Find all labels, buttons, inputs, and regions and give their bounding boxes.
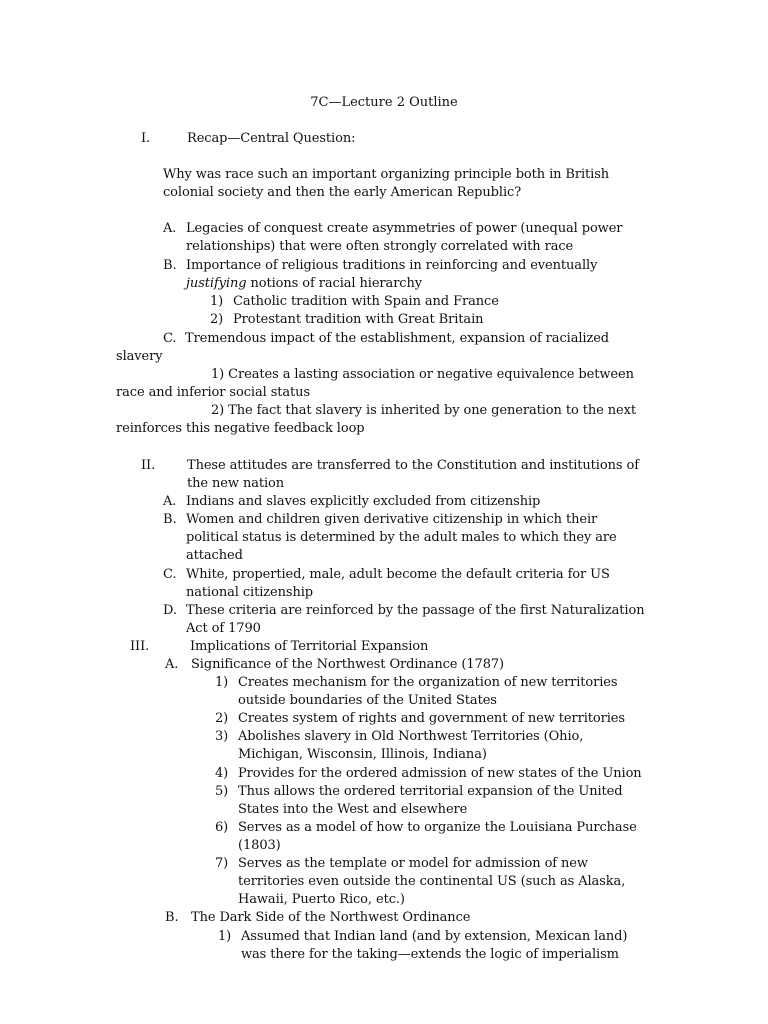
item-letter: A. — [165, 657, 179, 672]
outline-line — [186, 275, 422, 293]
section-number: II. — [141, 458, 156, 473]
outline-line: Serves as the template or model for admission of new — [238, 856, 588, 871]
section-number: III. — [130, 639, 150, 654]
outline-line: States into the West and elsewhere — [238, 802, 468, 817]
item-letter: C. — [163, 567, 177, 582]
outline-line: The Dark Side of the Northwest Ordinance — [191, 910, 471, 925]
outline-line: Tremendous impact of the establishment, expansion of racialized — [185, 331, 610, 346]
item-number: 4) — [215, 766, 229, 781]
item-number: 6) — [215, 820, 229, 835]
outline-line: outside boundaries of the United States — [238, 693, 497, 708]
item-number: 2) — [210, 312, 224, 327]
item-number: 3) — [215, 729, 229, 744]
item-letter: B. — [163, 258, 177, 273]
outline-line: Significance of the Northwest Ordinance (1787) — [191, 657, 505, 672]
outline-line: Provides for the ordered admission of new states of the Union — [238, 766, 642, 781]
item-number: 2) — [215, 711, 229, 726]
outline-line: (1803) — [238, 838, 281, 853]
item-number: 1) — [210, 294, 224, 309]
question-line: colonial society and then the early American Republic? — [163, 185, 522, 200]
outline-line: was there for the taking—extends the logic of imperialism — [241, 947, 619, 962]
item-number: 1) — [215, 675, 229, 690]
section-heading: Implications of Territorial Expansion — [190, 639, 429, 654]
outline-line: Catholic tradition with Spain and France — [233, 294, 499, 309]
outline-line: reinforces this negative feedback loop — [116, 421, 365, 436]
document-title: 7C—Lecture 2 Outline — [310, 95, 458, 110]
outline-line: Act of 1790 — [186, 621, 261, 636]
outline-line: Hawaii, Puerto Rico, etc.) — [238, 892, 405, 907]
outline-line: Legacies of conquest create asymmetries of power (unequal power — [186, 221, 623, 236]
item-letter: C. — [163, 331, 177, 346]
outline-line: race and inferior social status — [116, 385, 311, 400]
section-heading: the new nation — [187, 476, 285, 491]
section-heading: These attitudes are transferred to the Constitution and institutions of — [187, 458, 639, 473]
outline-line: Creates system of rights and government of new territories — [238, 711, 625, 726]
outline-line: Thus allows the ordered territorial expansion of the United — [238, 784, 623, 799]
item-letter: B. — [163, 512, 177, 527]
outline-line: Assumed that Indian land (and by extension, Mexican land) — [241, 929, 628, 944]
section-heading: Recap—Central Question: — [187, 131, 356, 146]
outline-line: Creates mechanism for the organization of new territories — [238, 675, 618, 690]
item-letter: D. — [163, 603, 177, 618]
outline-line: White, propertied, male, adult become the default criteria for US — [186, 567, 610, 582]
outline-line: slavery — [116, 349, 163, 364]
item-number: 1) — [218, 929, 232, 944]
outline-line: political status is determined by the adult males to which they are — [186, 530, 617, 545]
outline-line: Indians and slaves explicitly excluded from citizenship — [186, 494, 541, 509]
outline-line: attached — [186, 548, 243, 563]
outline-line: Women and children given derivative citizenship in which their — [186, 512, 598, 527]
outline-line: Importance of religious traditions in reinforcing and eventually — [186, 258, 598, 273]
item-number: 5) — [215, 784, 229, 799]
item-letter: A. — [163, 494, 177, 509]
outline-line: national citizenship — [186, 585, 314, 600]
outline-line: 2) The fact that slavery is inherited by one generation to the next — [211, 403, 636, 418]
outline-line: relationships) that were often strongly correlated with race — [186, 239, 574, 254]
outline-text: notions of racial hierarchy — [246, 276, 423, 291]
item-letter: B. — [165, 910, 179, 925]
outline-line: 1) Creates a lasting association or negative equivalence between — [211, 367, 634, 382]
outline-line: territories even outside the continental US (such as Alaska, — [238, 874, 626, 889]
item-number: 7) — [215, 856, 229, 871]
outline-line: Abolishes slavery in Old Northwest Territories (Ohio, — [238, 729, 584, 744]
section-number: I. — [141, 131, 151, 146]
question-line: Why was race such an important organizing principle both in British — [163, 167, 610, 182]
outline-line: These criteria are reinforced by the passage of the first Naturalization — [186, 603, 645, 618]
outline-line: Protestant tradition with Great Britain — [233, 312, 484, 327]
item-letter: A. — [163, 221, 177, 236]
outline-line: Michigan, Wisconsin, Illinois, Indiana) — [238, 747, 487, 762]
emphasis-text: justifying — [186, 276, 247, 291]
outline-line: Serves as a model of how to organize the Louisiana Purchase — [238, 820, 637, 835]
